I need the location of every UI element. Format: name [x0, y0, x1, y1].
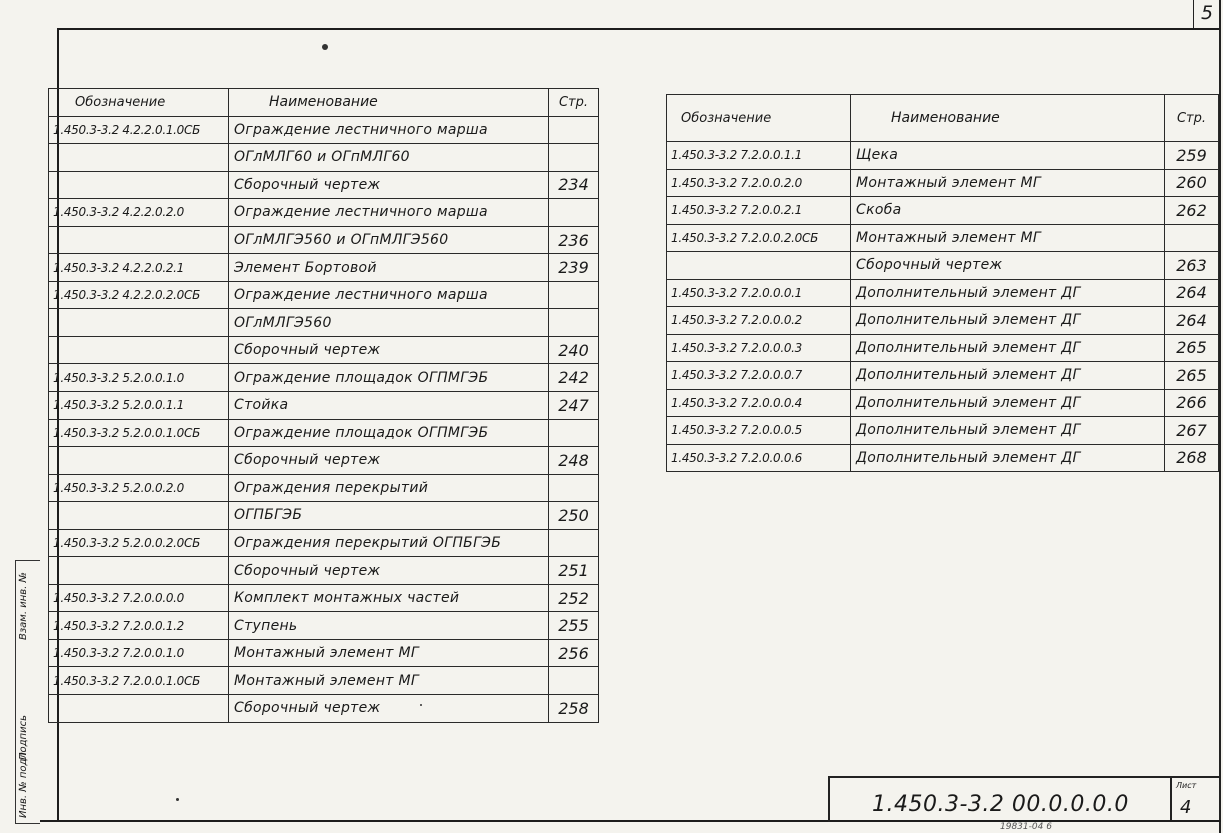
table-row [49, 281, 599, 309]
cell-code: 1.450.3-3.2 7.2.0.0.1.0 [49, 639, 229, 667]
table-row [49, 557, 599, 585]
cell-page [549, 281, 599, 309]
table-row [49, 254, 599, 282]
table-row [49, 364, 599, 392]
cell-page: 239 [549, 254, 599, 282]
table-row [667, 362, 1219, 390]
specification-table-left [48, 88, 599, 723]
cell-page [549, 667, 599, 695]
cell-code [49, 447, 229, 475]
table-row [49, 171, 599, 199]
cell-name: Ограждение лестничного марша [229, 281, 549, 309]
specification-table-right [666, 94, 1219, 472]
cell-code: 1.450.3-3.2 5.2.0.0.2.0СБ [49, 529, 229, 557]
cell-page: 255 [549, 612, 599, 640]
table-row [667, 389, 1219, 417]
signature-label: Подпись [18, 715, 29, 760]
cell-code: 1.450.3-3.2 7.2.0.0.0.1 [667, 279, 851, 307]
cell-name: Ступень [229, 612, 549, 640]
table-row [49, 419, 599, 447]
cell-page [1165, 224, 1219, 252]
cell-name: Дополнительный элемент ДГ [851, 279, 1165, 307]
cell-name: Дополнительный элемент ДГ [851, 417, 1165, 445]
cell-page [549, 144, 599, 172]
sheet-value: 4 [1180, 797, 1192, 818]
cell-name: Дополнительный элемент ДГ [851, 389, 1165, 417]
header-name: Наименование [851, 95, 1165, 142]
cell-page: 252 [549, 584, 599, 612]
cell-code: 1.450.3-3.2 7.2.0.0.0.2 [667, 307, 851, 335]
table-row [667, 224, 1219, 252]
table-row [667, 142, 1219, 170]
cell-code [49, 309, 229, 337]
table-row [667, 307, 1219, 335]
cell-name: ОГлМЛГЭ560 и ОГпМЛГЭ560 [229, 226, 549, 254]
table-row [49, 144, 599, 172]
document-code: 1.450.3-3.2 00.0.0.0.0 [872, 792, 1129, 817]
cell-code [49, 695, 229, 723]
scan-speck [322, 44, 328, 50]
cell-code: 1.450.3-3.2 4.2.2.0.2.1 [49, 254, 229, 282]
scan-speck [176, 798, 179, 801]
cell-name: Комплект монтажных частей [229, 584, 549, 612]
cell-page: 240 [549, 336, 599, 364]
archive-number: 19831-04 6 [1000, 822, 1052, 832]
cell-page: 264 [1165, 279, 1219, 307]
cell-code: 1.450.3-3.2 7.2.0.0.2.1 [667, 197, 851, 225]
cell-name: Сборочный чертеж [229, 695, 549, 723]
table-row [49, 612, 599, 640]
cell-page [549, 419, 599, 447]
cell-name: Дополнительный элемент ДГ [851, 334, 1165, 362]
cell-code: 1.450.3-3.2 7.2.0.0.1.1 [667, 142, 851, 170]
cell-page: 260 [1165, 169, 1219, 197]
cell-name: Ограждение лестничного марша [229, 116, 549, 144]
table-row [49, 695, 599, 723]
cell-name: Ограждение площадок ОГПМГЭБ [229, 364, 549, 392]
cell-code: 1.450.3-3.2 4.2.2.0.2.0СБ [49, 281, 229, 309]
cell-code: 1.450.3-3.2 5.2.0.0.1.1 [49, 392, 229, 420]
cell-page: 251 [549, 557, 599, 585]
cell-name: Сборочный чертеж [229, 447, 549, 475]
cell-name: Ограждения перекрытий ОГПБГЭБ [229, 529, 549, 557]
cell-code: 1.450.3-3.2 7.2.0.0.1.2 [49, 612, 229, 640]
cell-name: Монтажный элемент МГ [229, 667, 549, 695]
cell-code: 1.450.3-3.2 5.2.0.0.1.0 [49, 364, 229, 392]
cell-page: 268 [1165, 444, 1219, 472]
cell-page: 247 [549, 392, 599, 420]
table-row [49, 447, 599, 475]
table-row [667, 444, 1219, 472]
cell-code: 1.450.3-3.2 7.2.0.0.0.0 [49, 584, 229, 612]
cell-page: 258 [549, 695, 599, 723]
inventory-label: Взам. инв. № [18, 572, 29, 640]
cell-page: 234 [549, 171, 599, 199]
cell-page: 259 [1165, 142, 1219, 170]
cell-code: 1.450.3-3.2 7.2.0.0.2.0СБ [667, 224, 851, 252]
cell-page [549, 199, 599, 227]
cell-name: Дополнительный элемент ДГ [851, 307, 1165, 335]
cell-code [49, 144, 229, 172]
cell-name: Дополнительный элемент ДГ [851, 444, 1165, 472]
frame-right-border [1219, 0, 1221, 833]
table-row [49, 336, 599, 364]
table-row [49, 116, 599, 144]
cell-name: ОГлМЛГ60 и ОГпМЛГ60 [229, 144, 549, 172]
table-row [49, 199, 599, 227]
cell-code: 1.450.3-3.2 4.2.2.0.2.0 [49, 199, 229, 227]
table-row [667, 279, 1219, 307]
cell-code [49, 336, 229, 364]
cell-page [549, 116, 599, 144]
table-row [49, 502, 599, 530]
frame-top-border [58, 28, 1220, 30]
header-name: Наименование [229, 89, 549, 117]
cell-page: 256 [549, 639, 599, 667]
cell-name: Сборочный чертеж [851, 252, 1165, 280]
cell-code: 1.450.3-3.2 7.2.0.0.0.6 [667, 444, 851, 472]
inventory-original-label: Инв. № подл. [18, 749, 29, 818]
table-row [49, 529, 599, 557]
sheet-label: Лист [1176, 781, 1197, 790]
cell-code: 1.450.3-3.2 7.2.0.0.0.7 [667, 362, 851, 390]
cell-code: 1.450.3-3.2 7.2.0.0.0.5 [667, 417, 851, 445]
cell-page: 250 [549, 502, 599, 530]
cell-code: 1.450.3-3.2 7.2.0.0.0.4 [667, 389, 851, 417]
cell-code [49, 171, 229, 199]
table-header-row [49, 89, 599, 117]
table-row [667, 252, 1219, 280]
cell-page: 248 [549, 447, 599, 475]
table-row [49, 392, 599, 420]
table-row [49, 309, 599, 337]
header-page: Стр. [1165, 95, 1219, 142]
cell-code: 1.450.3-3.2 5.2.0.0.1.0СБ [49, 419, 229, 447]
cell-code: 1.450.3-3.2 7.2.0.0.2.0 [667, 169, 851, 197]
cell-page: 262 [1165, 197, 1219, 225]
header-code: Обозначение [49, 89, 229, 117]
cell-name: ОГПБГЭБ [229, 502, 549, 530]
table-row [49, 667, 599, 695]
cell-page: 266 [1165, 389, 1219, 417]
cell-name: Монтажный элемент МГ [229, 639, 549, 667]
cell-name: Ограждения перекрытий [229, 474, 549, 502]
cell-name: ОГлМЛГЭ560 [229, 309, 549, 337]
sheet-number: 5 [1201, 2, 1214, 24]
cell-name: Элемент Бортовой [229, 254, 549, 282]
cell-page: 264 [1165, 307, 1219, 335]
cell-page: 265 [1165, 362, 1219, 390]
cell-name: Ограждение лестничного марша [229, 199, 549, 227]
cell-page [549, 309, 599, 337]
cell-page: 242 [549, 364, 599, 392]
cell-name: Скоба [851, 197, 1165, 225]
cell-code: 1.450.3-3.2 7.2.0.0.0.3 [667, 334, 851, 362]
cell-name: Стойка [229, 392, 549, 420]
cell-page [549, 529, 599, 557]
table-header-row [667, 95, 1219, 142]
cell-name: Щека [851, 142, 1165, 170]
cell-code [49, 226, 229, 254]
cell-page [549, 474, 599, 502]
table-body-right [667, 95, 1219, 472]
table-row [49, 639, 599, 667]
table-row [667, 197, 1219, 225]
header-code: Обозначение [667, 95, 851, 142]
table-body-left [49, 89, 599, 723]
scan-speck [420, 704, 422, 706]
table-row [49, 584, 599, 612]
cell-name: Ограждение площадок ОГПМГЭБ [229, 419, 549, 447]
cell-name: Сборочный чертеж [229, 171, 549, 199]
cell-code: 1.450.3-3.2 7.2.0.0.1.0СБ [49, 667, 229, 695]
cell-page: 265 [1165, 334, 1219, 362]
cell-name: Монтажный элемент МГ [851, 224, 1165, 252]
cell-page: 236 [549, 226, 599, 254]
cell-name: Монтажный элемент МГ [851, 169, 1165, 197]
table-row [49, 226, 599, 254]
table-row [49, 474, 599, 502]
header-page: Стр. [549, 89, 599, 117]
table-row [667, 334, 1219, 362]
cell-name: Сборочный чертеж [229, 557, 549, 585]
cell-code: 1.450.3-3.2 5.2.0.0.2.0 [49, 474, 229, 502]
table-row [667, 417, 1219, 445]
cell-name: Сборочный чертеж [229, 336, 549, 364]
cell-code [667, 252, 851, 280]
cell-code [49, 502, 229, 530]
cell-code [49, 557, 229, 585]
cell-page: 263 [1165, 252, 1219, 280]
table-row [667, 169, 1219, 197]
cell-page: 267 [1165, 417, 1219, 445]
cell-name: Дополнительный элемент ДГ [851, 362, 1165, 390]
cell-code: 1.450.3-3.2 4.2.2.0.1.0СБ [49, 116, 229, 144]
